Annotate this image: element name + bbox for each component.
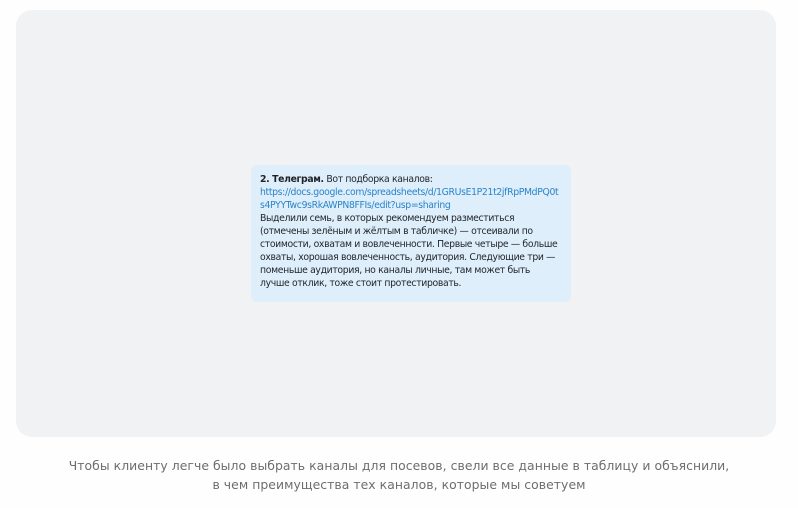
message-intro: Вот подборка каналов: (323, 174, 433, 185)
spreadsheet-link[interactable]: https://docs.google.com/spreadsheets/d/1GRUsE1P21t2jfRpPMdPQ0ts4PYYTwc9sRkAWPN8FFIs/edit?usp=sharing (260, 187, 559, 211)
message-body: Выделили семь, в которых рекомендуем разместиться (отмечены зелёным и жёлтым в табличке) — отсеивали по стоимости, охватам и вовлеченности. Первые четыре — больше охваты, хорошая вовлеченность, аудитория. Следующие три — поменьше аудитория, но каналы личные, там может быть лучше отклик, тоже стоит протестировать. (260, 213, 558, 289)
message-heading: 2. Телеграм. (260, 174, 324, 185)
caption-line-2: в чем преимущества тех каналов, которые мы советуем (212, 477, 586, 492)
image-caption (0, 456, 798, 494)
caption-line-1: Чтобы клиенту легче было выбрать каналы для посевов, свели все данные в таблицу и объяснили, (68, 458, 730, 473)
screenshot-card (16, 10, 776, 437)
chat-message-bubble (251, 165, 571, 302)
